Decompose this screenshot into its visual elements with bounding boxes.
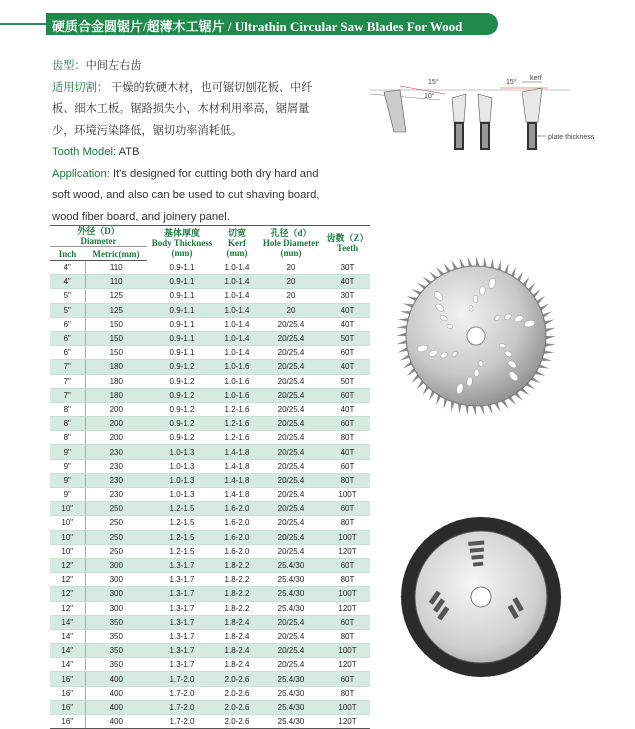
body-thickness-cell: 1.7-2.0 (147, 686, 217, 700)
metric-cell: 400 (85, 715, 147, 729)
side-tooth-icon (384, 90, 406, 132)
hole-diameter-cell: 20/25.4 (257, 431, 325, 445)
teeth-cell: 120T (325, 715, 370, 729)
kerf-cell: 2.0-2.6 (217, 672, 257, 686)
body-thickness-cell: 1.0-1.3 (147, 459, 217, 473)
body-thickness-cell: 0.9-1.2 (147, 360, 217, 374)
body-header-unit: (mm) (171, 248, 193, 259)
teeth-cell: 80T (325, 431, 370, 445)
diameter-header (50, 226, 147, 247)
inch-cell: 9" (50, 473, 85, 487)
kerf-header-en: Kerf (228, 238, 246, 249)
table-row (50, 530, 370, 544)
table-row (50, 629, 370, 643)
kerf-cell: 1.4-1.8 (217, 473, 257, 487)
application-cn-line: 干燥的软硬木材，也可锯切刨花板、中纤 (111, 81, 313, 94)
kerf-cell: 1.4-1.8 (217, 488, 257, 502)
table-row (50, 388, 370, 402)
hole-diameter-cell: 20/25.4 (257, 317, 325, 331)
teeth-cell: 100T (325, 644, 370, 658)
hole-diameter-cell: 20 (257, 261, 325, 275)
inch-cell: 8" (50, 417, 85, 431)
hole-diameter-cell: 25.4/30 (257, 672, 325, 686)
kerf-cell: 1.8-2.2 (217, 601, 257, 615)
kerf-cell: 2.0-2.6 (217, 686, 257, 700)
teeth-cell: 100T (325, 587, 370, 601)
hole-diameter-cell: 20 (257, 303, 325, 317)
tooth-model-en-value: ATB (118, 146, 140, 158)
application-cn-line: 板、细木工板。锯路损失小，木材利用率高，锯屑量 (52, 103, 310, 115)
kerf-label: kerf (530, 75, 542, 82)
kerf-cell: 1.2-1.6 (217, 431, 257, 445)
body-thickness-cell: 1.0-1.3 (147, 488, 217, 502)
kerf-cell: 1.0-1.4 (217, 289, 257, 303)
body-thickness-cell: 1.3-1.7 (147, 587, 217, 601)
hole-diameter-header (257, 226, 325, 261)
table-row (50, 261, 370, 275)
body-header-en: Body Thickness (151, 238, 213, 249)
front-tooth-icon (452, 94, 466, 150)
hole-diameter-cell: 20 (257, 275, 325, 289)
body-thickness-cell: 0.9-1.1 (147, 346, 217, 360)
metric-cell: 230 (85, 445, 147, 459)
inch-cell: 12" (50, 558, 85, 572)
body-thickness-cell: 0.9-1.2 (147, 374, 217, 388)
inch-cell: 10" (50, 516, 85, 530)
table-row (50, 459, 370, 473)
metric-cell: 200 (85, 431, 147, 445)
kerf-cell: 1.0-1.4 (217, 261, 257, 275)
metric-cell: 300 (85, 558, 147, 572)
hole-diameter-cell: 20/25.4 (257, 644, 325, 658)
kerf-cell: 1.0-1.6 (217, 388, 257, 402)
metric-cell: 150 (85, 317, 147, 331)
inch-cell: 6" (50, 346, 85, 360)
application-cn-label: 适用切割： (52, 81, 108, 94)
metric-cell: 350 (85, 644, 147, 658)
table-row (50, 615, 370, 629)
teeth-cell: 50T (325, 331, 370, 345)
inch-cell: 9" (50, 459, 85, 473)
teeth-header-en: Teeth (336, 243, 359, 254)
metric-cell: 110 (85, 275, 147, 289)
inch-cell: 4" (50, 261, 85, 275)
body-thickness-cell: 0.9-1.2 (147, 402, 217, 416)
kerf-cell: 1.6-2.0 (217, 502, 257, 516)
inch-cell: 16" (50, 715, 85, 729)
teeth-cell: 40T (325, 402, 370, 416)
application-en (52, 164, 324, 229)
metric-cell: 350 (85, 658, 147, 672)
kerf-cell: 2.0-2.6 (217, 715, 257, 729)
body-thickness-cell: 1.2-1.5 (147, 516, 217, 530)
kerf-cell: 1.0-1.4 (217, 346, 257, 360)
teeth-cell: 60T (325, 459, 370, 473)
kerf-header-unit: (mm) (226, 248, 248, 259)
kerf-cell: 1.8-2.4 (217, 615, 257, 629)
table-row (50, 502, 370, 516)
body-thickness-cell: 1.3-1.7 (147, 658, 217, 672)
metric-cell: 300 (85, 587, 147, 601)
body-thickness-cell: 1.7-2.0 (147, 715, 217, 729)
body-thickness-cell: 0.9-1.2 (147, 417, 217, 431)
inch-cell: 16" (50, 672, 85, 686)
tooth-geometry-diagram (370, 72, 600, 162)
table-row (50, 360, 370, 374)
metric-cell: 400 (85, 672, 147, 686)
metric-cell: 400 (85, 700, 147, 714)
hole-diameter-cell: 20/25.4 (257, 445, 325, 459)
metric-cell: 250 (85, 530, 147, 544)
hole-diameter-cell: 25.4/30 (257, 573, 325, 587)
inch-cell: 8" (50, 402, 85, 416)
hole-diameter-cell: 25.4/30 (257, 587, 325, 601)
body-thickness-cell: 1.2-1.5 (147, 502, 217, 516)
table-row (50, 516, 370, 530)
kerf-cell: 1.8-2.4 (217, 658, 257, 672)
table-row (50, 700, 370, 714)
hole-diameter-cell: 20/25.4 (257, 417, 325, 431)
table-row (50, 558, 370, 572)
metric-header: Metric(mm) (85, 247, 147, 261)
blade-arbor-hole (471, 587, 491, 607)
product-description (52, 56, 324, 228)
inch-cell: 14" (50, 658, 85, 672)
kerf-cell: 1.2-1.6 (217, 402, 257, 416)
teeth-cell: 80T (325, 516, 370, 530)
inch-cell: 16" (50, 700, 85, 714)
hole-diameter-cell: 20/25.4 (257, 615, 325, 629)
hole-diameter-cell: 25.4/30 (257, 700, 325, 714)
body-thickness-cell: 0.9-1.1 (147, 317, 217, 331)
teeth-header (325, 226, 370, 261)
teeth-cell: 100T (325, 700, 370, 714)
kerf-tooth-icon (522, 88, 542, 150)
kerf-cell: 1.8-2.2 (217, 587, 257, 601)
hole-diameter-cell: 25.4/30 (257, 686, 325, 700)
teeth-cell: 80T (325, 473, 370, 487)
metric-cell: 180 (85, 374, 147, 388)
table-row (50, 715, 370, 729)
body-thickness-header (147, 226, 217, 261)
teeth-cell: 80T (325, 573, 370, 587)
application-en-line: wood fiber board, and joinery panel. (52, 210, 230, 223)
table-row (50, 573, 370, 587)
body-thickness-cell: 0.9-1.1 (147, 261, 217, 275)
metric-cell: 400 (85, 686, 147, 700)
tooth-type-cn-value: 中间左右齿 (85, 60, 142, 72)
metric-cell: 150 (85, 331, 147, 345)
teeth-cell: 100T (325, 530, 370, 544)
angle-label: 15° (428, 79, 439, 86)
application-en-line: soft wood, and also can be used to cut shaving board, (52, 189, 320, 201)
table-row (50, 346, 370, 360)
application-en-line: It's designed for cutting both dry hard and (112, 167, 319, 180)
inch-cell: 9" (50, 488, 85, 502)
hole-diameter-cell: 20 (257, 289, 325, 303)
inch-cell: 12" (50, 573, 85, 587)
table-row (50, 672, 370, 686)
kerf-cell: 2.0-2.6 (217, 700, 257, 714)
body-thickness-cell: 1.3-1.7 (147, 558, 217, 572)
inch-cell: 6" (50, 317, 85, 331)
table-row (50, 417, 370, 431)
application-cn-line: 少，环境污染降低，锯切功率消耗低。 (52, 124, 243, 137)
kerf-cell: 1.4-1.8 (217, 445, 257, 459)
inch-cell: 7" (50, 374, 85, 388)
inch-cell: 12" (50, 587, 85, 601)
hole-diameter-cell: 20/25.4 (257, 402, 325, 416)
hole-diameter-cell: 25.4/30 (257, 715, 325, 729)
metric-cell: 300 (85, 573, 147, 587)
metric-cell: 300 (85, 601, 147, 615)
teeth-cell: 100T (325, 488, 370, 502)
metric-cell: 250 (85, 516, 147, 530)
page-title: 硬质合金圆锯片/超薄木工锯片 / Ultrathin Circular Saw Blades For Wood (52, 19, 463, 34)
metric-cell: 250 (85, 544, 147, 558)
teeth-cell: 40T (325, 360, 370, 374)
inch-cell: 5" (50, 303, 85, 317)
kerf-cell: 1.0-1.4 (217, 331, 257, 345)
metric-cell: 200 (85, 402, 147, 416)
teeth-cell: 60T (325, 502, 370, 516)
teeth-cell: 40T (325, 445, 370, 459)
hole-diameter-cell: 20/25.4 (257, 331, 325, 345)
kerf-cell: 1.8-2.2 (217, 573, 257, 587)
metric-cell: 230 (85, 459, 147, 473)
teeth-cell: 120T (325, 658, 370, 672)
body-thickness-cell: 1.3-1.7 (147, 629, 217, 643)
kerf-cell: 1.4-1.8 (217, 459, 257, 473)
table-row (50, 686, 370, 700)
kerf-cell: 1.2-1.6 (217, 417, 257, 431)
table-row (50, 644, 370, 658)
hole-diameter-cell: 20/25.4 (257, 502, 325, 516)
table-row (50, 587, 370, 601)
table-row (50, 601, 370, 615)
hole-diameter-cell: 20/25.4 (257, 346, 325, 360)
angle-label: 15° (506, 79, 517, 86)
metric-cell: 200 (85, 417, 147, 431)
teeth-cell: 40T (325, 317, 370, 331)
table-row (50, 544, 370, 558)
teeth-cell: 60T (325, 558, 370, 572)
teeth-cell: 50T (325, 374, 370, 388)
table-row (50, 445, 370, 459)
inch-header: Inch (50, 247, 85, 261)
teeth-cell: 60T (325, 346, 370, 360)
body-thickness-cell: 0.9-1.1 (147, 289, 217, 303)
teeth-cell: 60T (325, 388, 370, 402)
inch-cell: 8" (50, 431, 85, 445)
kerf-cell: 1.0-1.4 (217, 303, 257, 317)
table-row (50, 374, 370, 388)
inch-cell: 7" (50, 388, 85, 402)
inch-cell: 9" (50, 445, 85, 459)
diameter-header-cn: 外径（D） (77, 226, 120, 236)
body-thickness-cell: 1.3-1.7 (147, 601, 217, 615)
hole-diameter-cell: 20/25.4 (257, 374, 325, 388)
teeth-cell: 40T (325, 303, 370, 317)
body-thickness-cell: 0.9-1.2 (147, 431, 217, 445)
inch-cell: 5" (50, 289, 85, 303)
hole-diameter-cell: 20/25.4 (257, 629, 325, 643)
body-thickness-cell: 1.7-2.0 (147, 700, 217, 714)
teeth-cell: 60T (325, 672, 370, 686)
metric-cell: 230 (85, 488, 147, 502)
table-body (50, 261, 370, 729)
teeth-cell: 30T (325, 289, 370, 303)
inch-cell: 7" (50, 360, 85, 374)
teeth-cell: 30T (325, 261, 370, 275)
inch-cell: 10" (50, 502, 85, 516)
hole-diameter-cell: 25.4/30 (257, 601, 325, 615)
hole-diameter-cell: 20/25.4 (257, 459, 325, 473)
teeth-cell: 80T (325, 629, 370, 643)
teeth-header-cn: 齿数（Z） (326, 233, 369, 244)
teeth-cell: 40T (325, 275, 370, 289)
inch-cell: 14" (50, 644, 85, 658)
kerf-cell: 1.0-1.6 (217, 360, 257, 374)
table-row (50, 658, 370, 672)
kerf-cell: 1.6-2.0 (217, 530, 257, 544)
metric-cell: 180 (85, 360, 147, 374)
kerf-header (217, 226, 257, 261)
table-row (50, 289, 370, 303)
blade-arbor-hole (467, 327, 485, 345)
inch-cell: 6" (50, 331, 85, 345)
metric-cell: 180 (85, 388, 147, 402)
table-row (50, 402, 370, 416)
vent-slot (474, 369, 479, 377)
table-row (50, 488, 370, 502)
table-header-row (50, 226, 370, 247)
body-thickness-cell: 1.7-2.0 (147, 672, 217, 686)
body-thickness-cell: 1.0-1.3 (147, 473, 217, 487)
body-thickness-cell: 1.3-1.7 (147, 573, 217, 587)
kerf-cell: 1.8-2.2 (217, 558, 257, 572)
body-thickness-cell: 0.9-1.1 (147, 331, 217, 345)
diameter-header-en: Diameter (80, 236, 117, 246)
body-thickness-cell: 0.9-1.1 (147, 275, 217, 289)
hole-diameter-cell: 20/25.4 (257, 544, 325, 558)
inch-cell: 10" (50, 530, 85, 544)
body-thickness-cell: 1.3-1.7 (147, 615, 217, 629)
body-thickness-cell: 1.0-1.3 (147, 445, 217, 459)
metric-cell: 125 (85, 303, 147, 317)
kerf-cell: 1.0-1.4 (217, 317, 257, 331)
body-thickness-cell: 0.9-1.1 (147, 303, 217, 317)
table-row (50, 473, 370, 487)
table-row (50, 317, 370, 331)
hole-diameter-cell: 20/25.4 (257, 473, 325, 487)
kerf-cell: 1.0-1.4 (217, 275, 257, 289)
angle-label: 10° (424, 93, 435, 100)
body-thickness-cell: 1.2-1.5 (147, 530, 217, 544)
saw-blade-image-dark-rim (398, 514, 564, 680)
tooth-type-cn-label: 齿型： (52, 60, 86, 72)
inch-cell: 16" (50, 686, 85, 700)
table-row (50, 431, 370, 445)
hole-diameter-cell: 20/25.4 (257, 360, 325, 374)
hole-header-cn: 孔径（d） (270, 228, 312, 239)
metric-cell: 350 (85, 615, 147, 629)
spec-table (50, 225, 370, 729)
saw-blade-image-slotted (392, 252, 560, 420)
front-tooth-icon (478, 94, 492, 150)
plate-thickness-label: plate thickness (548, 134, 595, 141)
table-row (50, 275, 370, 289)
hole-diameter-cell: 20/25.4 (257, 516, 325, 530)
teeth-cell: 80T (325, 686, 370, 700)
metric-cell: 230 (85, 473, 147, 487)
metric-cell: 250 (85, 502, 147, 516)
application-en-label: Application: (52, 167, 110, 180)
teeth-cell: 60T (325, 417, 370, 431)
tooth-type-cn (52, 56, 324, 78)
teeth-cell: 120T (325, 601, 370, 615)
body-thickness-cell: 1.2-1.5 (147, 544, 217, 558)
body-header-cn: 基体厚度 (163, 228, 200, 239)
metric-cell: 150 (85, 346, 147, 360)
body-thickness-cell: 1.3-1.7 (147, 644, 217, 658)
table-row (50, 331, 370, 345)
hole-diameter-cell: 20/25.4 (257, 488, 325, 502)
body-thickness-cell: 0.9-1.2 (147, 388, 217, 402)
kerf-cell: 1.8-2.4 (217, 644, 257, 658)
kerf-cell: 1.8-2.4 (217, 629, 257, 643)
hole-diameter-cell: 25.4/30 (257, 558, 325, 572)
inch-cell: 14" (50, 615, 85, 629)
inch-cell: 10" (50, 544, 85, 558)
metric-cell: 110 (85, 261, 147, 275)
table-row (50, 303, 370, 317)
kerf-header-cn: 切宽 (227, 228, 246, 239)
hole-diameter-cell: 20/25.4 (257, 388, 325, 402)
hole-header-en: Hole Diameter (262, 238, 320, 249)
application-cn (52, 78, 324, 143)
metric-cell: 350 (85, 629, 147, 643)
tooth-model-en-label: Tooth Model: (52, 146, 117, 158)
hole-header-unit: (mm) (280, 248, 302, 259)
tooth-model-en (52, 142, 324, 164)
inch-cell: 14" (50, 629, 85, 643)
inch-cell: 12" (50, 601, 85, 615)
hole-diameter-cell: 20/25.4 (257, 530, 325, 544)
kerf-cell: 1.6-2.0 (217, 516, 257, 530)
hole-diameter-cell: 20/25.4 (257, 658, 325, 672)
teeth-cell: 120T (325, 544, 370, 558)
kerf-cell: 1.6-2.0 (217, 544, 257, 558)
vent-slot (473, 295, 478, 303)
teeth-cell: 60T (325, 615, 370, 629)
inch-cell: 4" (50, 275, 85, 289)
header-accent-line (0, 23, 46, 25)
metric-cell: 125 (85, 289, 147, 303)
kerf-cell: 1.0-1.6 (217, 374, 257, 388)
